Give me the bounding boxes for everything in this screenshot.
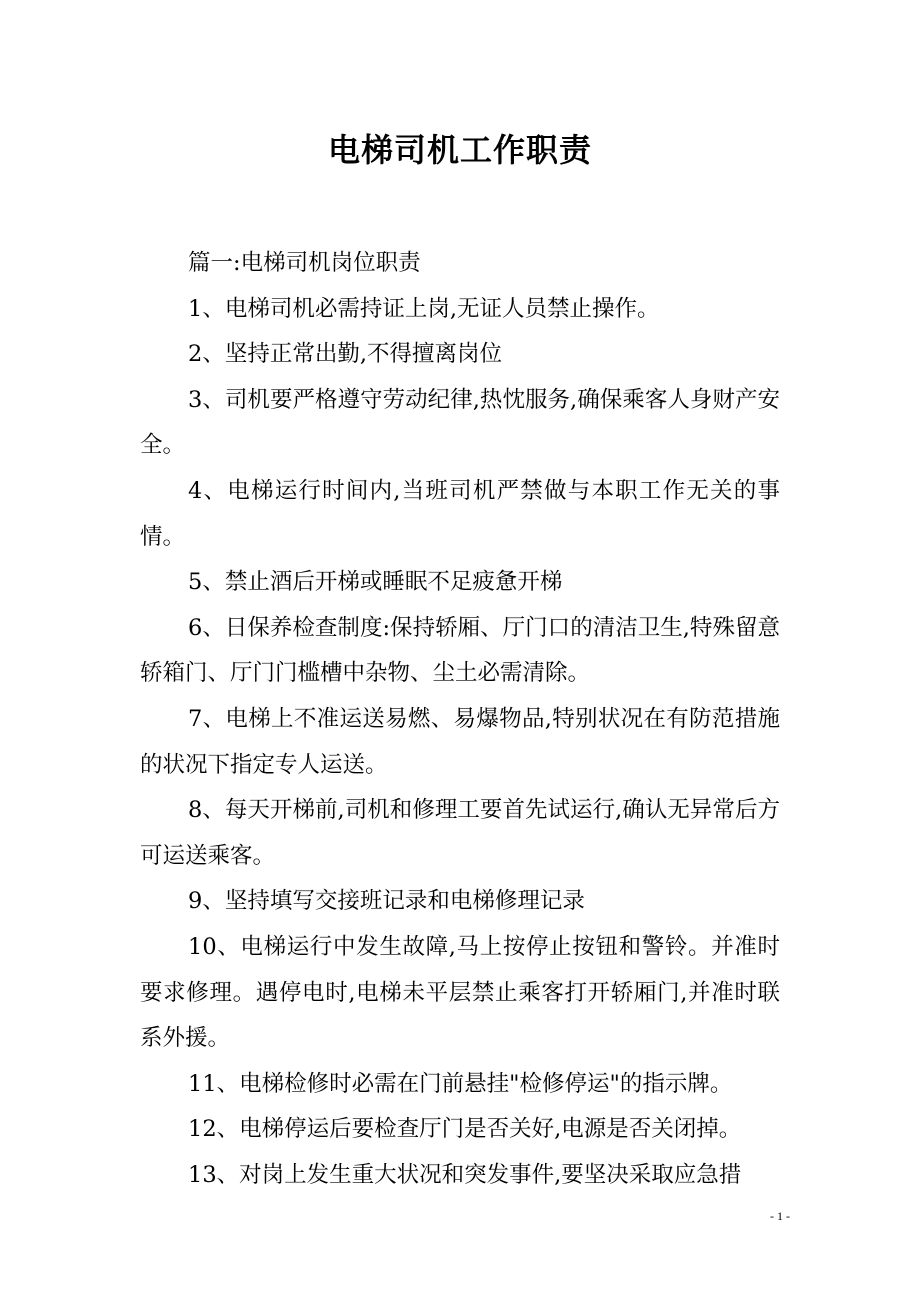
section-heading: 篇一:电梯司机岗位职责 (188, 250, 421, 276)
duty-item: 12、电梯停运后要检查厅门是否关好,电源是否关闭掉。 (188, 1116, 742, 1143)
duty-item: 4、电梯运行时间内,当班司机严禁做与本职工作无关的事情。 (140, 477, 780, 550)
duty-item: 6、日保养检查制度:保持轿厢、厅门口的清洁卫生,特殊留意轿箱门、厅门门槛槽中杂物、尘土必需清除。 (140, 614, 780, 687)
page-number: - 1 - (770, 1209, 790, 1223)
document-body (140, 241, 780, 1198)
duty-item: 1、电梯司机必需持证上岗,无证人员禁止操作。 (188, 295, 660, 322)
duty-item: 10、电梯运行中发生故障,马上按停止按钮和警铃。并准时要求修理。遇停电时,电梯未平层禁止乘客打开轿厢门,并准时联系外援。 (140, 933, 780, 1052)
duty-item: 13、对岗上发生重大状况和突发事件,要坚决采取应急措 (188, 1161, 742, 1188)
duty-item: 9、坚持填写交接班记录和电梯修理记录 (188, 888, 585, 915)
duty-item: 5、禁止酒后开梯或睡眠不足疲惫开梯 (188, 569, 563, 596)
duty-item: 2、坚持正常出勤,不得擅离岗位 (188, 341, 502, 368)
duty-item: 8、每天开梯前,司机和修理工要首先试运行,确认无异常后方可运送乘客。 (140, 797, 780, 869)
duty-item: 11、电梯检修时必需在门前悬挂"检修停运"的指示牌。 (188, 1070, 733, 1097)
duty-item: 7、电梯上不准运送易燃、易爆物品,特别状况在有防范措施的状况下指定专人运送。 (140, 705, 780, 778)
document-title: 电梯司机工作职责 (327, 131, 592, 169)
duty-item: 3、司机要严格遵守劳动纪律,热忱服务,确保乘客人身财产安全。 (140, 386, 780, 459)
